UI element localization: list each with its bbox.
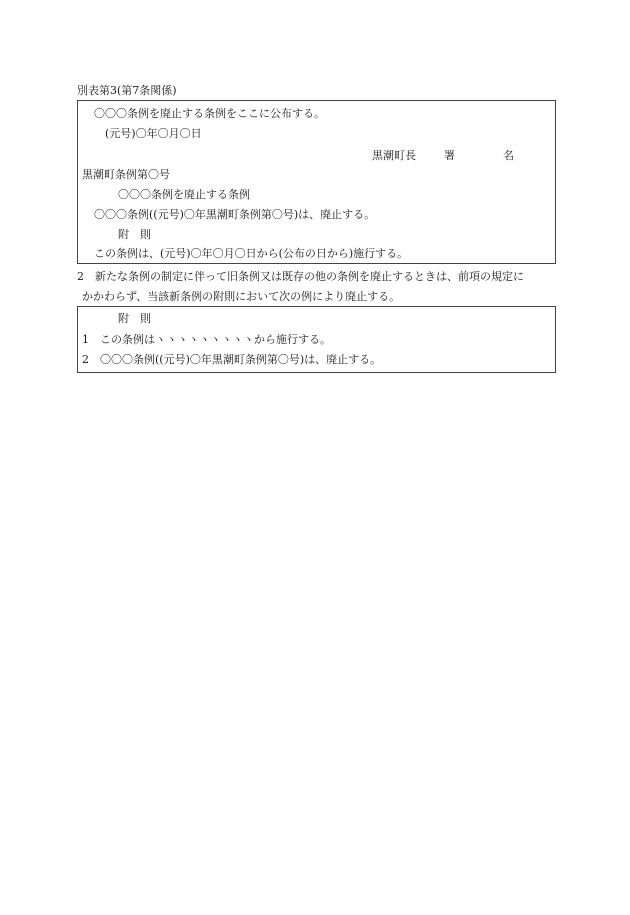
supplementary-heading: 附 則: [118, 228, 151, 241]
supplementary-text: この条例は、(元号)〇年〇月〇日から(公布の日から)施行する。: [94, 247, 409, 260]
ordinance-number: 黒潮町条例第〇号: [82, 168, 170, 181]
signature-name: 名: [503, 149, 514, 162]
box2-supplementary-heading: 附 則: [118, 312, 151, 325]
date-line: (元号)〇年〇月〇日: [105, 127, 202, 140]
signature-office: 黒潮町長: [372, 149, 416, 162]
appendix-heading: 別表第3(第7条関係): [77, 84, 177, 97]
ordinance-body: 〇〇〇条例((元号)〇年黒潮町条例第〇号)は、廃止する。: [94, 208, 376, 221]
signature-sign: 署: [444, 149, 455, 162]
paragraph-2-line-1: 2 新たな条例の制定に伴って旧条例又は既存の他の条例を廃止するときは、前項の規定に: [77, 270, 524, 283]
box2-item-2: 2 〇〇〇条例((元号)〇年黒潮町条例第〇号)は、廃止する。: [82, 353, 382, 366]
paragraph-2-line-2: かかわらず、当該新条例の附則において次の例により廃止する。: [82, 290, 401, 303]
ordinance-title: 〇〇〇条例を廃止する条例: [118, 188, 250, 201]
proclamation-line: 〇〇〇条例を廃止する条例をここに公布する。: [94, 107, 325, 120]
box2-item-1: 1 この条例はヽヽヽヽヽヽヽヽヽから施行する。: [82, 333, 331, 346]
